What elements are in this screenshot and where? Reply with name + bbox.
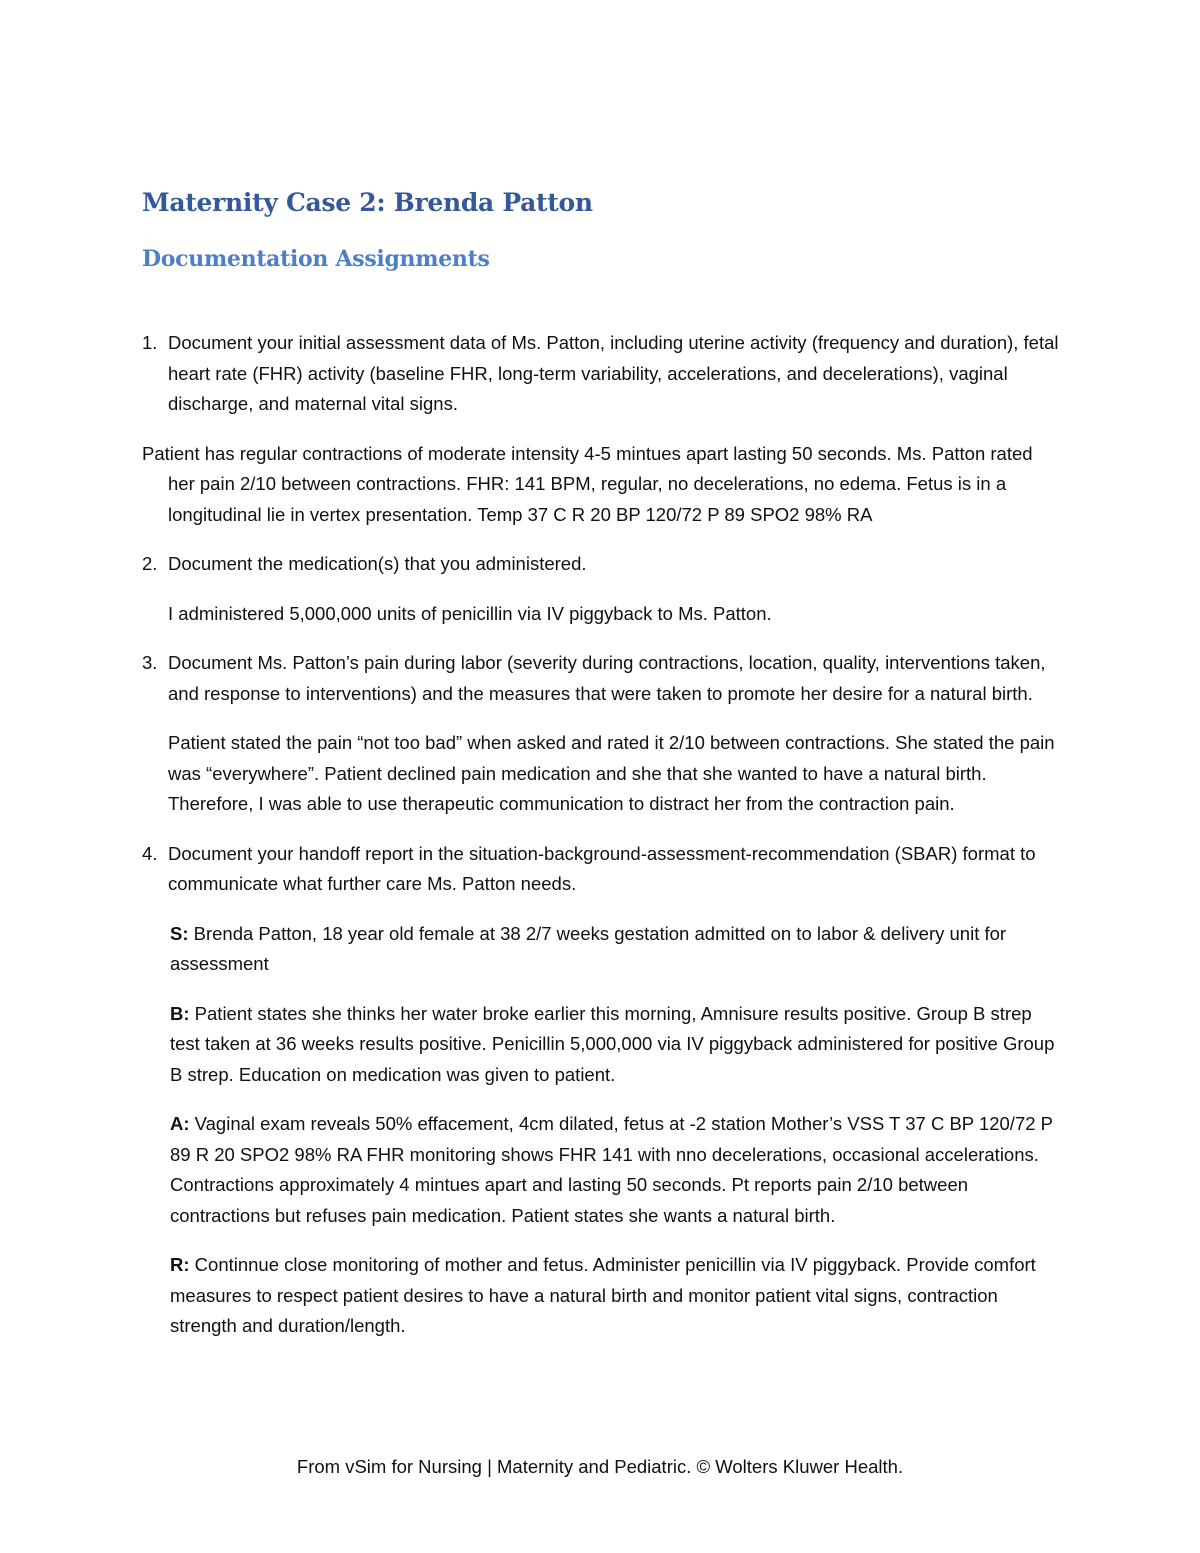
- sbar-label: S:: [170, 922, 189, 944]
- document-body: [142, 328, 1062, 1361]
- sbar-text: Patient states she thinks her water broke earlier this morning, Amnisure results positive. Group B strep test taken at 36 weeks results positive. Penicillin 5,000,000 via IV piggyback administered for positive Group B strep. Education on medication was given to patient.: [170, 1002, 1055, 1085]
- question-1: [142, 328, 1062, 420]
- sbar-text: Vaginal exam reveals 50% effacement, 4cm dilated, fetus at -2 station Mother’s VSS T 37 C BP 120/72 P 89 R 20 SPO2 98% RA FHR monitoring shows FHR 141 with nno decelerations, occasional accelerations. Contractions approximately 4 mintues apart and lasting 50 seconds. Pt reports pain 2/10 between contractions but refuses pain medication. Patient states she wants a natural birth.: [170, 1113, 1053, 1226]
- question-number: 4.: [142, 842, 158, 864]
- question-number: 3.: [142, 652, 158, 673]
- answer-2: I administered 5,000,000 units of penicillin via IV piggyback to Ms. Patton.: [168, 602, 772, 624]
- question-text: Document your initial assessment data of Ms. Patton, including uterine activity (frequency and duration), fetal heart rate (FHR) activity (baseline FHR, long-term variability, accelerations, and decelerations), vaginal discharge, and maternal vital signs.: [168, 332, 1059, 414]
- question-2: [142, 549, 1062, 580]
- sbar-label: A:: [170, 1113, 190, 1134]
- sbar-background: [170, 999, 1062, 1091]
- document-subtitle: Documentation Assignments: [142, 246, 490, 272]
- sbar-label: R:: [170, 1254, 190, 1275]
- question-4: [142, 839, 1062, 900]
- answer-3: Patient stated the pain “not too bad” when asked and rated it 2/10 between contractions. She stated the pain was “everywhere”. Patient declined pain medication and she that she wanted to have a natural birth. Therefore, I was able to use therapeutic communication to distract her from the contraction pain.: [168, 732, 1055, 814]
- question-text: Document Ms. Patton’s pain during labor (severity during contractions, location, quality, interventions taken, and response to interventions) and the measures that were taken to promote her desire for a natural birth.: [168, 652, 1046, 704]
- sbar-text: Continnue close monitoring of mother and fetus. Administer penicillin via IV piggyback. Provide comfort measures to respect patient desires to have a natural birth and monitor patient vital signs, contraction strength and duration/length.: [170, 1254, 1036, 1336]
- document-title: Maternity Case 2: Brenda Patton: [142, 188, 593, 217]
- sbar-situation: [170, 919, 1062, 980]
- sbar-text: Brenda Patton, 18 year old female at 38 2/7 weeks gestation admitted on to labor & delivery unit for assessment: [170, 922, 1007, 974]
- page-footer: From vSim for Nursing | Maternity and Pediatric. © Wolters Kluwer Health.: [296, 1456, 904, 1477]
- question-3: [142, 648, 1062, 709]
- sbar-assessment: [170, 1109, 1062, 1231]
- question-number: 2.: [142, 553, 158, 574]
- answer-1: Patient has regular contractions of moderate intensity 4-5 mintues apart lasting 50 seconds. Ms. Patton rated her pain 2/10 between contractions. FHR: 141 BPM, regular, no decelerations, no edema. Fetus is in a longitudinal lie in vertex presentation. Temp 37 C R 20 BP 120/72 P 89 SPO2 98% RA: [142, 442, 1033, 525]
- question-text: Document the medication(s) that you administered.: [168, 553, 587, 574]
- question-number: 1.: [142, 332, 158, 353]
- sbar-label: B:: [170, 1002, 190, 1024]
- question-text: Document your handoff report in the situation-background-assessment-recommendation (SBAR) format to communicate what further care Ms. Patton needs.: [168, 842, 1036, 894]
- sbar-recommendation: [170, 1250, 1062, 1342]
